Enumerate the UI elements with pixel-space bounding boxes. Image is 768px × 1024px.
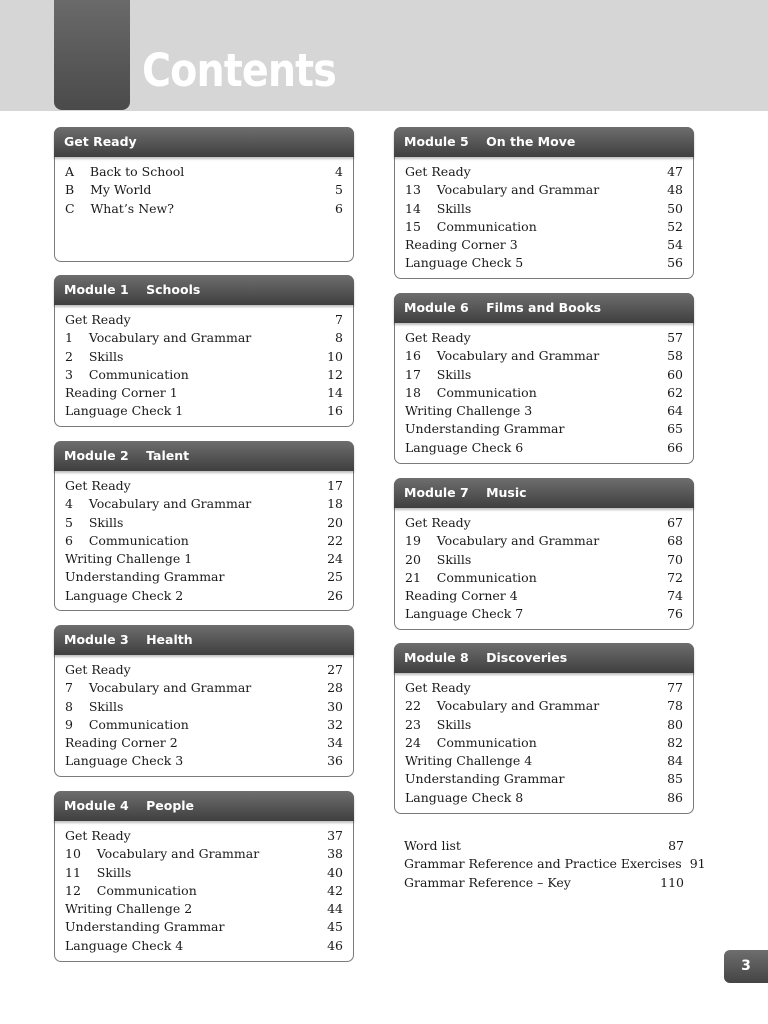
contents-entry <box>65 477 343 495</box>
entry-page-number: 45 <box>327 919 343 935</box>
entry-page-number: 28 <box>327 680 343 696</box>
entry-title: Get Ready <box>65 312 131 327</box>
entry-title: 16 Vocabulary and Grammar <box>405 348 600 364</box>
entry-page-number: 17 <box>327 478 343 493</box>
entry-title: Writing Challenge 2 <box>65 901 193 917</box>
entry-title: Understanding Grammar <box>405 771 565 787</box>
contents-section <box>54 127 354 262</box>
entry-title: Get Ready <box>405 330 471 345</box>
entry-page-number: 42 <box>327 882 343 898</box>
contents-entry <box>65 734 343 752</box>
contents-section <box>54 791 354 962</box>
entry-page-number: 14 <box>327 385 343 401</box>
entry-page-number: 62 <box>667 384 683 400</box>
contents-entry <box>405 254 683 272</box>
contents-entry <box>405 200 683 218</box>
contents-entry <box>65 311 343 329</box>
entry-title: Writing Challenge 3 <box>405 403 533 419</box>
entry-page-number: 22 <box>327 532 343 548</box>
entry-title: Language Check 3 <box>65 753 184 769</box>
entry-page-number: 91 <box>689 856 706 872</box>
contents-entry <box>405 734 683 752</box>
contents-entry <box>65 698 343 716</box>
entry-title: Grammar Reference – Key <box>404 874 571 890</box>
entry-title: 20 Skills <box>405 551 472 567</box>
entry-title: 6 Communication <box>65 532 189 548</box>
entry-title: 24 Communication <box>405 734 537 750</box>
entry-page-number: 57 <box>667 330 683 345</box>
contents-entry <box>405 551 683 569</box>
contents-entry <box>65 329 343 347</box>
contents-entry <box>404 837 684 855</box>
contents-section <box>54 275 354 427</box>
contents-entry <box>405 329 683 347</box>
entry-title: 7 Vocabulary and Grammar <box>65 680 252 696</box>
entry-title: Reading Corner 3 <box>405 237 518 253</box>
contents-entry <box>65 495 343 513</box>
entry-page-number: 67 <box>667 515 683 530</box>
entry-page-number: 36 <box>327 753 343 769</box>
entry-page-number: 58 <box>667 348 683 364</box>
contents-entry <box>405 384 683 402</box>
entry-title: Language Check 6 <box>405 439 524 455</box>
entry-title: Understanding Grammar <box>65 919 225 935</box>
contents-entry <box>65 550 343 568</box>
entry-page-number: 86 <box>667 789 683 805</box>
entry-title: Grammar Reference and Practice Exercises <box>404 856 682 872</box>
section-heading: Module 7 Music <box>394 478 694 508</box>
contents-entry <box>65 514 343 532</box>
entry-title: 22 Vocabulary and Grammar <box>405 698 600 714</box>
entry-title: Language Check 7 <box>405 606 524 622</box>
entry-page-number: 82 <box>667 734 683 750</box>
contents-entry <box>65 679 343 697</box>
entry-page-number: 5 <box>335 182 343 198</box>
page-title: Contents <box>142 44 336 97</box>
contents-entry <box>405 366 683 384</box>
contents-entry <box>405 439 683 457</box>
entry-page-number: 6 <box>335 200 343 216</box>
entry-title: Writing Challenge 4 <box>405 753 533 769</box>
contents-entry <box>405 347 683 365</box>
entry-title: Understanding Grammar <box>405 421 565 437</box>
contents-entry <box>65 937 343 955</box>
entry-page-number: 64 <box>667 403 683 419</box>
entry-page-number: 72 <box>667 569 683 585</box>
entry-title: Word list <box>404 838 461 853</box>
entry-title: 5 Skills <box>65 514 124 530</box>
entry-page-number: 80 <box>667 716 683 732</box>
contents-entry <box>65 752 343 770</box>
entry-page-number: 12 <box>327 366 343 382</box>
entry-page-number: 87 <box>668 838 684 853</box>
section-heading: Module 8 Discoveries <box>394 643 694 673</box>
entry-page-number: 37 <box>327 828 343 843</box>
entry-title: Get Ready <box>65 662 131 677</box>
entry-title: 4 Vocabulary and Grammar <box>65 496 252 512</box>
contents-entry <box>405 236 683 254</box>
entry-page-number: 32 <box>327 716 343 732</box>
entry-page-number: 85 <box>667 771 683 787</box>
contents-entry <box>65 827 343 845</box>
contents-entry <box>65 532 343 550</box>
entry-title: 14 Skills <box>405 200 472 216</box>
entry-title: 13 Vocabulary and Grammar <box>405 182 600 198</box>
entry-title: Reading Corner 2 <box>65 735 178 751</box>
entry-title: Reading Corner 1 <box>65 385 178 401</box>
section-heading: Module 5 On the Move <box>394 127 694 157</box>
entry-title: C What’s New? <box>65 200 174 216</box>
entry-title: 10 Vocabulary and Grammar <box>65 846 260 862</box>
entry-page-number: 56 <box>667 255 683 271</box>
contents-entry <box>65 882 343 900</box>
contents-entry <box>65 200 343 218</box>
contents-entry <box>404 874 684 892</box>
entry-page-number: 70 <box>667 551 683 567</box>
contents-entry <box>405 514 683 532</box>
contents-entry <box>65 384 343 402</box>
contents-entry <box>65 587 343 605</box>
entry-title: 1 Vocabulary and Grammar <box>65 330 252 346</box>
contents-entry <box>405 679 683 697</box>
entry-title: 8 Skills <box>65 698 124 714</box>
entry-title: Get Ready <box>405 164 471 179</box>
contents-entry <box>405 716 683 734</box>
contents-entry <box>65 402 343 420</box>
entry-title: Get Ready <box>405 680 471 695</box>
contents-entry <box>65 918 343 936</box>
entry-title: 21 Communication <box>405 569 537 585</box>
entry-page-number: 74 <box>667 588 683 604</box>
contents-entry <box>405 752 683 770</box>
entry-title: Language Check 8 <box>405 789 524 805</box>
entry-page-number: 24 <box>327 551 343 567</box>
entry-page-number: 46 <box>327 937 343 953</box>
entry-title: 19 Vocabulary and Grammar <box>405 533 600 549</box>
entry-page-number: 110 <box>660 874 684 890</box>
entry-title: 2 Skills <box>65 348 124 364</box>
entry-page-number: 65 <box>667 421 683 437</box>
section-heading: Get Ready <box>54 127 354 157</box>
entry-title: 18 Communication <box>405 384 537 400</box>
entry-title: B My World <box>65 182 152 198</box>
contents-section <box>54 625 354 777</box>
contents-entry <box>405 605 683 623</box>
contents-entry <box>65 568 343 586</box>
contents-entry <box>65 661 343 679</box>
contents-entry <box>65 864 343 882</box>
contents-entry <box>405 569 683 587</box>
header-tab <box>54 0 130 110</box>
entry-page-number: 10 <box>327 348 343 364</box>
entry-title: Language Check 5 <box>405 255 524 271</box>
entry-title: Writing Challenge 1 <box>65 551 193 567</box>
contents-entry <box>405 789 683 807</box>
section-heading: Module 3 Health <box>54 625 354 655</box>
entry-title: 3 Communication <box>65 366 189 382</box>
entry-title: 23 Skills <box>405 716 472 732</box>
contents-entry <box>405 181 683 199</box>
entry-page-number: 60 <box>667 366 683 382</box>
entry-title: Reading Corner 4 <box>405 588 518 604</box>
contents-entry <box>65 716 343 734</box>
entry-page-number: 18 <box>327 496 343 512</box>
contents-entry <box>405 697 683 715</box>
section-heading: Module 2 Talent <box>54 441 354 471</box>
entry-title: 12 Communication <box>65 882 197 898</box>
section-heading: Module 1 Schools <box>54 275 354 305</box>
entry-title: Language Check 1 <box>65 403 184 419</box>
entry-page-number: 44 <box>327 901 343 917</box>
entry-title: 15 Communication <box>405 218 537 234</box>
contents-section <box>394 643 694 814</box>
contents-entry <box>404 855 706 873</box>
entry-page-number: 47 <box>667 164 683 179</box>
entry-page-number: 38 <box>327 846 343 862</box>
page-number: 3 <box>724 950 768 983</box>
entry-page-number: 84 <box>667 753 683 769</box>
contents-entry <box>65 348 343 366</box>
entry-page-number: 54 <box>667 237 683 253</box>
entry-title: 11 Skills <box>65 864 132 880</box>
contents-section <box>394 478 694 630</box>
entry-page-number: 50 <box>667 200 683 216</box>
entry-page-number: 8 <box>335 330 343 346</box>
entry-title: Get Ready <box>65 828 131 843</box>
entry-page-number: 78 <box>667 698 683 714</box>
contents-entry <box>405 532 683 550</box>
contents-entry <box>65 845 343 863</box>
entry-page-number: 34 <box>327 735 343 751</box>
section-heading: Module 6 Films and Books <box>394 293 694 323</box>
entry-page-number: 27 <box>327 662 343 677</box>
contents-entry <box>405 420 683 438</box>
contents-entry <box>65 181 343 199</box>
entry-title: Language Check 4 <box>65 937 184 953</box>
contents-section <box>394 127 694 279</box>
contents-entry <box>405 587 683 605</box>
entry-title: Language Check 2 <box>65 587 184 603</box>
section-heading: Module 4 People <box>54 791 354 821</box>
extra-contents-list <box>404 837 706 892</box>
entry-page-number: 66 <box>667 439 683 455</box>
contents-entry <box>65 163 343 181</box>
entry-page-number: 25 <box>327 569 343 585</box>
entry-title: A Back to School <box>65 164 185 179</box>
entry-page-number: 4 <box>335 164 343 179</box>
entry-page-number: 20 <box>327 514 343 530</box>
entry-page-number: 77 <box>667 680 683 695</box>
contents-entry <box>405 770 683 788</box>
entry-title: 17 Skills <box>405 366 472 382</box>
entry-page-number: 26 <box>327 587 343 603</box>
entry-page-number: 68 <box>667 533 683 549</box>
entry-title: Get Ready <box>405 515 471 530</box>
entry-title: Understanding Grammar <box>65 569 225 585</box>
contents-section <box>54 441 354 611</box>
entry-page-number: 76 <box>667 606 683 622</box>
entry-page-number: 30 <box>327 698 343 714</box>
contents-entry <box>405 163 683 181</box>
entry-page-number: 16 <box>327 403 343 419</box>
entry-page-number: 40 <box>327 864 343 880</box>
entry-page-number: 48 <box>667 182 683 198</box>
contents-entry <box>65 366 343 384</box>
entry-page-number: 52 <box>667 218 683 234</box>
contents-section <box>394 293 694 464</box>
contents-entry <box>405 218 683 236</box>
contents-entry <box>65 900 343 918</box>
entry-title: 9 Communication <box>65 716 189 732</box>
entry-title: Get Ready <box>65 478 131 493</box>
entry-page-number: 7 <box>335 312 343 327</box>
contents-entry <box>405 402 683 420</box>
